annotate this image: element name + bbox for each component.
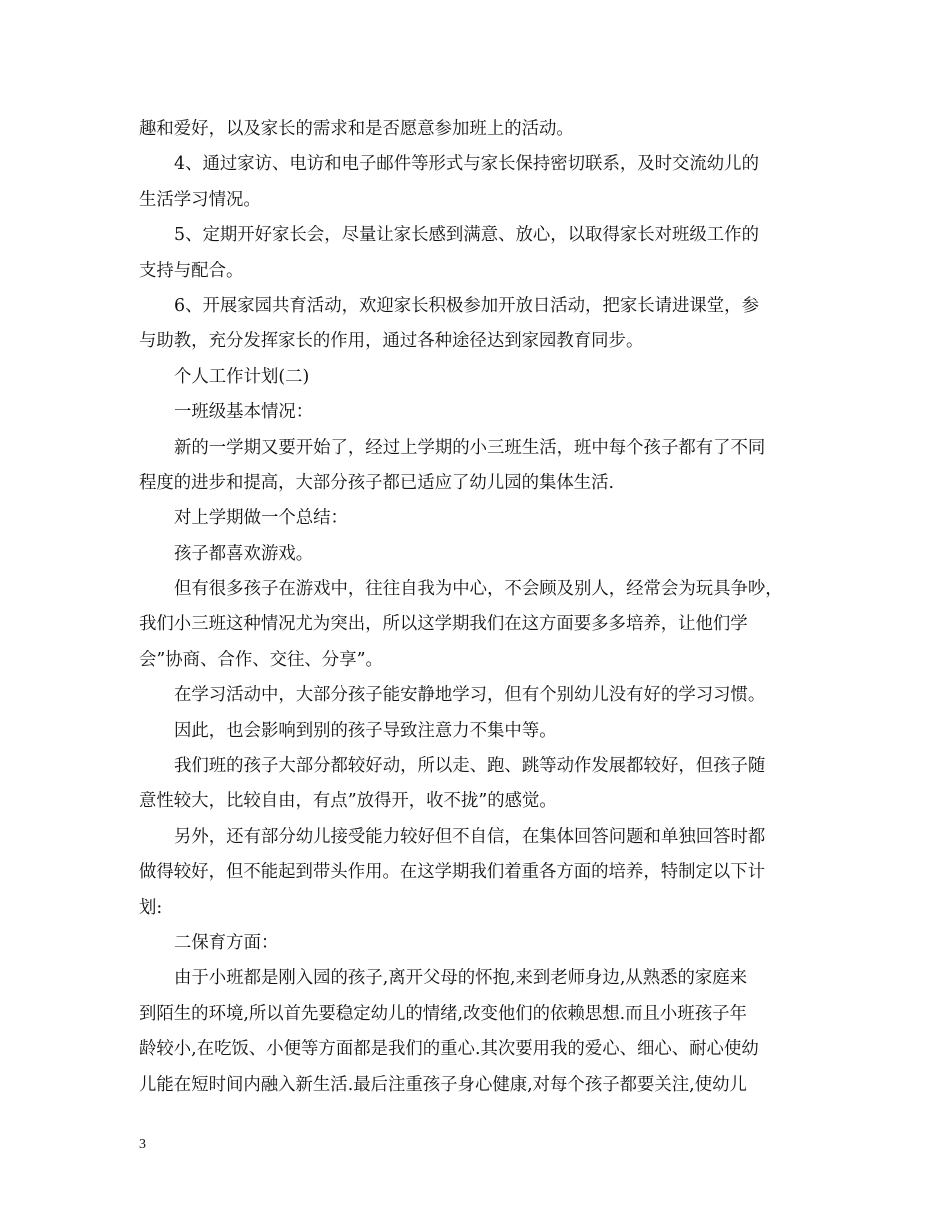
text-line: 个人工作计划(二) [174, 366, 310, 387]
text-line: 做得较好，但不能起到带头作用。在这学期我们着重各方面的培养，特制定以下计 [139, 862, 766, 883]
text-line: 但有很多孩子在游戏中，往往自我为中心，不会顾及别人，经常会为玩具争吵， [174, 579, 783, 600]
text-line: 意性较大，比较自由，有点”放得开，收不拢”的感觉。 [139, 791, 557, 812]
text-line: 另外，还有部分幼儿接受能力较好但不自信，在集体回答问题和单独回答时都 [174, 826, 766, 847]
text-line: 我们小三班这种情况尤为突出，所以这学期我们在这方面要多多培养，让他们学 [139, 614, 748, 635]
text-line: 龄较小,在吃饭、小便等方面都是我们的重心.其次要用我的爱心、细心、耐心使幼 [139, 1039, 759, 1060]
text-line: 程度的进步和提高，大部分孩子都已适应了幼儿园的集体生活. [139, 472, 615, 493]
text-line: 新的一学期又要开始了，经过上学期的小三班生活，班中每个孩子都有了不同 [174, 437, 766, 458]
text-line: 支持与配合。 [139, 260, 244, 281]
text-line: 对上学期做一个总结： [174, 508, 348, 529]
text-line: 因此，也会影响到别的孩子导致注意力不集中等。 [174, 720, 557, 741]
text-line: 趣和爱好，以及家长的需求和是否愿意参加班上的活动。 [139, 119, 574, 139]
text-line: 在学习活动中，大部分孩子能安静地学习，但有个别幼儿没有好的学习习惯。 [174, 685, 766, 706]
text-line: 到陌生的环境,所以首先要稳定幼儿的情绪,改变他们的依赖思想.而且小班孩子年 [139, 1003, 747, 1024]
text-line: 一班级基本情况： [174, 402, 314, 423]
text-line: 4、通过家访、电访和电子邮件等形式与家长保持密切联系，及时交流幼儿的 [174, 154, 759, 175]
document-body [139, 112, 819, 1103]
text-line: 生活学习情况。 [139, 189, 261, 210]
text-line: 我们班的孩子大部分都较好动，所以走、跑、跳等动作发展都较好，但孩子随 [174, 756, 766, 777]
text-line: 5、定期开好家长会，尽量让家长感到满意、放心，以取得家长对班级工作的 [174, 225, 759, 246]
text-line: 划: [139, 897, 163, 918]
text-line: 6、开展家园共育活动，欢迎家长积极参加开放日活动，把家长请进课堂，参 [174, 295, 759, 316]
text-line: 二保育方面： [174, 932, 279, 953]
text-line: 由于小班都是刚入园的孩子,离开父母的怀抱,来到老师身边,从熟悉的家庭来 [174, 968, 748, 989]
text-line: 孩子都喜欢游戏。 [174, 543, 314, 564]
text-line: 儿能在短时间内融入新生活.最后注重孩子身心健康,对每个孩子都要关注,使幼儿 [139, 1074, 747, 1095]
text-line: 会”协商、合作、交往、分享”。 [139, 649, 383, 670]
page-number: 3 [139, 1137, 146, 1152]
text-line: 与助教，充分发挥家长的作用，通过各种途径达到家园教育同步。 [139, 331, 644, 352]
